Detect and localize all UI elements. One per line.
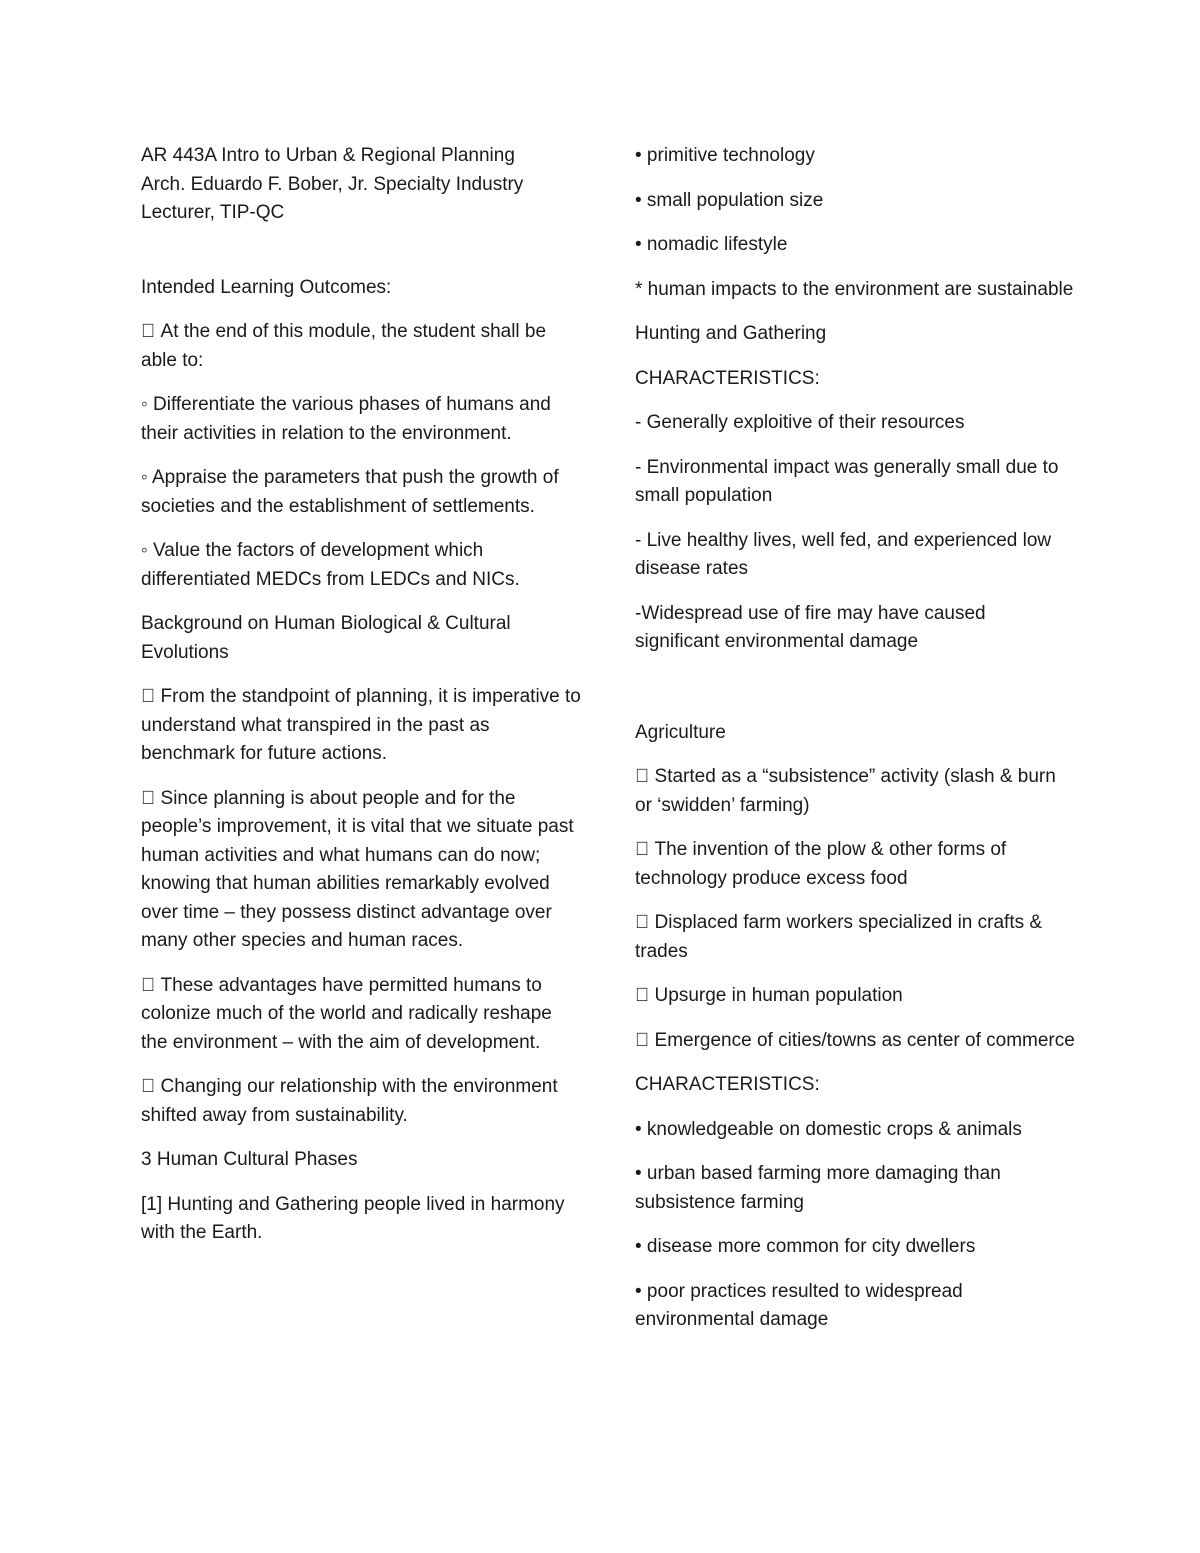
spacer <box>635 673 1075 719</box>
characteristic-item: • disease more common for city dwellers <box>635 1236 976 1257</box>
right-column <box>635 142 1075 1351</box>
spacer <box>141 228 581 274</box>
characteristics-label: CHARACTERISTICS: <box>635 1074 820 1095</box>
phase-item: [1] Hunting and Gathering people lived in harmony with the Earth. <box>141 1193 565 1243</box>
ilo-item: ◦ Value the factors of development which differentiated MEDCs from LEDCs and NICs. <box>141 540 520 590</box>
note: * human impacts to the environment are sustainable <box>635 278 1074 300</box>
bullet-item: • primitive technology <box>635 145 815 166</box>
agriculture-item: Started as a “subsistence” activity (slash & burn or ‘swidden’ farming) <box>635 766 1059 816</box>
characteristics-label: CHARACTERISTICS: <box>635 367 820 389</box>
agriculture-item: Upsurge in human population <box>635 985 884 1006</box>
ilo-intro: At the end of this module, the student shall be able to: <box>141 321 568 371</box>
phases-heading: 3 Human Cultural Phases <box>141 1149 358 1170</box>
characteristic-item: - Environmental impact was generally small due to small population <box>635 456 1059 506</box>
bullet-item: • small population size <box>635 189 824 211</box>
agriculture-item: Emergence of cities/towns as center of commerce <box>635 1029 1056 1051</box>
course-title: AR 443A Intro to Urban & Regional Planning <box>141 145 515 166</box>
characteristic-item: • urban based farming more damaging than subsistence farming <box>635 1163 1001 1213</box>
characteristic-item: • knowledgeable on domestic crops & animals <box>635 1118 1022 1140</box>
left-column <box>141 142 581 1264</box>
agriculture-item: Displaced farm workers specialized in crafts & trades <box>635 912 1023 962</box>
lecturer-line: Arch. Eduardo F. Bober, Jr. Specialty Industry <box>141 173 524 195</box>
hunting-gathering-heading: Hunting and Gathering <box>635 323 827 344</box>
agriculture-item: The invention of the plow & other forms of technology produce excess food <box>635 839 987 889</box>
background-item: From the standpoint of planning, it is imperative to understand what transpired in the past as benchmark for future actions. <box>141 686 562 764</box>
ilo-heading: Intended Learning Outcomes: <box>141 276 392 298</box>
ilo-item: ◦ Appraise the parameters that push the growth of societies and the establishment of settlements. <box>141 467 559 517</box>
characteristic-item: - Live healthy lives, well fed, and experienced low disease rates <box>635 529 1052 579</box>
lecturer-line-2: Lecturer, TIP-QC <box>141 202 285 223</box>
bullet-item: • nomadic lifestyle <box>635 234 788 255</box>
characteristic-item: -Widespread use of fire may have caused significant environmental damage <box>635 602 986 652</box>
background-item: Changing our relationship with the environment shifted away from sustainability. <box>141 1076 539 1126</box>
background-heading: Background on Human Biological & Cultural Evolutions <box>141 613 511 663</box>
course-header <box>141 142 581 228</box>
background-item: Since planning is about people and for the people’s improvement, it is vital that we situate past human activities and what humans can do now; knowing that human abilities remarkably evolved over time – they possess distinct advantage over many other species and human races. <box>141 787 574 951</box>
ilo-item: ◦ Differentiate the various phases of humans and their activities in relation to the environment. <box>141 394 551 444</box>
agriculture-heading: Agriculture <box>635 721 726 743</box>
characteristic-item: - Generally exploitive of their resources <box>635 412 965 433</box>
background-item: These advantages have permitted humans to colonize much of the world and radically reshape the environment – with the aim of development. <box>141 974 552 1053</box>
characteristic-item: • poor practices resulted to widespread environmental damage <box>635 1280 963 1330</box>
